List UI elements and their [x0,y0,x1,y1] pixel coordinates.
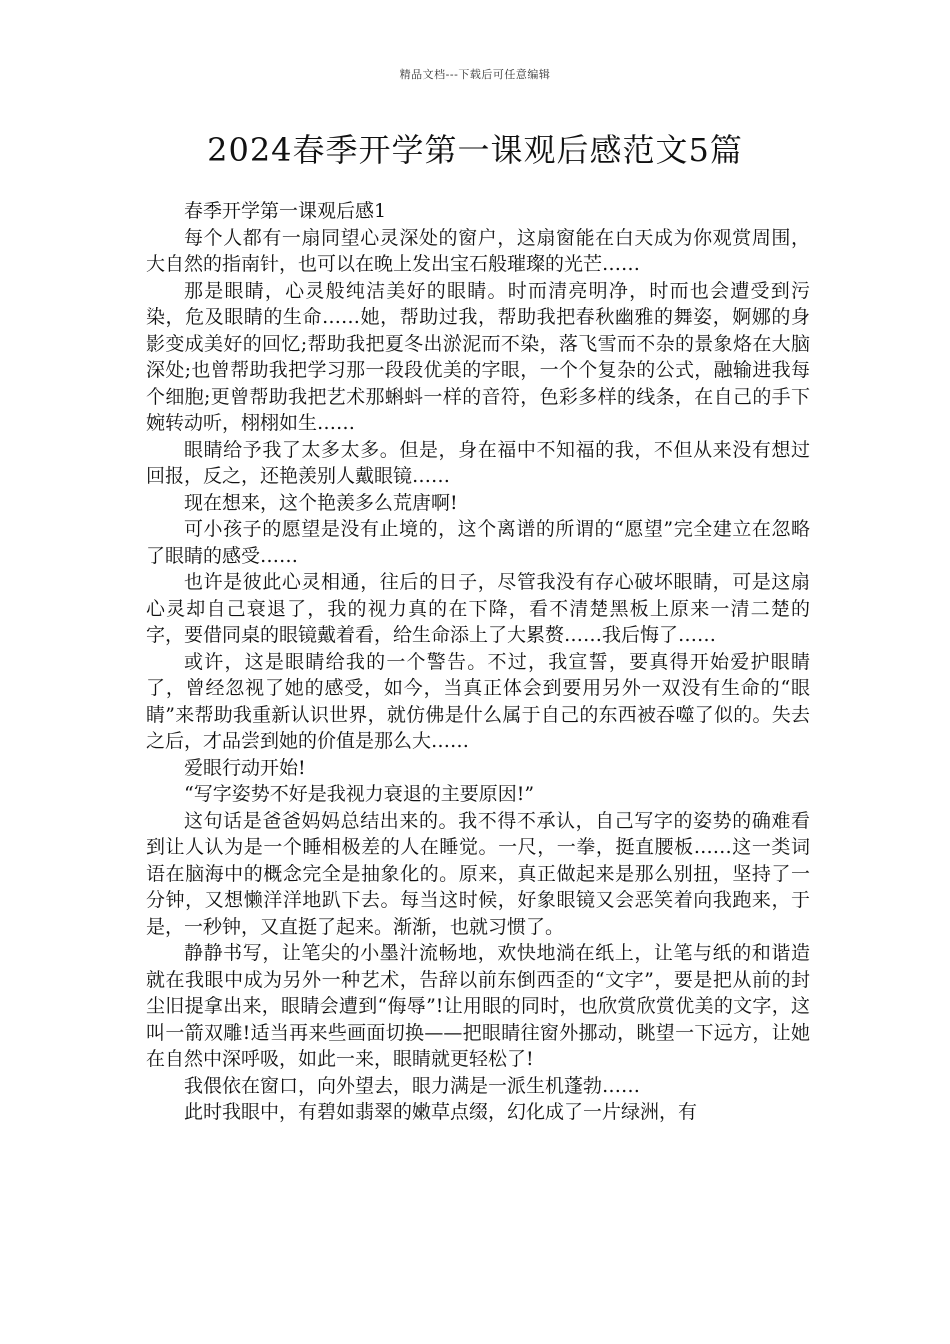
paragraph: 我偎依在窗口，向外望去，眼力满是一派生机蓬勃…… [184,1074,641,1097]
paragraph: 每个人都有一扇同望心灵深处的窗户，这扇窗能在白天成为你观赏周围，大自然的指南针，也可以在晚上发出宝石般璀璨的光芒…… [146,226,810,275]
paragraph: 爱眼行动开始! [184,756,306,779]
paragraph: 现在想来，这个艳羡多么荒唐啊! [184,491,458,514]
paragraph: “写字姿势不好是我视力衰退的主要原因!” [184,783,535,805]
paragraph: 眼睛给予我了太多太多。但是，身在福中不知福的我，不但从来没有想过回报，反之，还艳羡别人戴眼镜…… [146,438,810,487]
section-heading: 春季开学第一课观后感1 [184,200,387,222]
paragraph: 可小孩子的愿望是没有止境的，这个离谱的所谓的“愿望”完全建立在忽略了眼睛的感受…… [146,518,810,567]
paragraph: 也许是彼此心灵相通，往后的日子，尽管我没有存心破坏眼睛，可是这扇心灵却自己衰退了，我的视力真的在下降，看不清楚黑板上原来一清二楚的字，要借同桌的眼镜戴着看，给生命添上了大累赘……我后悔了…… [146,571,810,646]
paragraph: 那是眼睛，心灵般纯洁美好的眼睛。时而清亮明净，时而也会遭受到污染，危及眼睛的生命……她，帮助过我，帮助我把春秋幽雅的舞姿，婀娜的身影变成美好的回忆;帮助我把夏冬出淤泥而不染，落飞雪而不杂的景象烙在大脑深处;也曾帮助我把学习那一段段优美的字眼，一个个复杂的公式，融输进我每个细胞;更曾帮助我把艺术那蝌蚪一样的音符，色彩多样的线条，在自己的手下婉转动听，栩栩如生…… [146,279,810,434]
paragraph: 或许，这是眼睛给我的一个警告。不过，我宣誓，要真得开始爱护眼睛了，曾经忽视了她的感受，如今，当真正体会到要用另外一双没有生命的“眼睛”来帮助我重新认识世界，就仿佛是什么属于自己的东西被吞噬了似的。失去之后，才品尝到她的价值是那么大…… [146,650,810,752]
paragraph: 这句话是爸爸妈妈总结出来的。我不得不承认，自己写字的姿势的确难看到让人认为是一个睡相极差的人在睡觉。一尺，一拳，挺直腰板……这一类词语在脑海中的概念完全是抽象化的。原来，真正做起来是那么别扭，坚持了一分钟，又想懒洋洋地趴下去。每当这时候，好象眼镜又会恶笑着向我跑来，于是，一秒钟，又直挺了起来。渐渐，也就习惯了。 [146,809,810,938]
document-body [146,198,810,1126]
paragraph: 静静书写，让笔尖的小墨汁流畅地，欢快地淌在纸上，让笔与纸的和谐造就在我眼中成为另外一种艺术，告辞以前东倒西歪的“文字”，要是把从前的封尘旧提拿出来，眼睛会遭到“侮辱”!让用眼的同时，也欣赏欣赏优美的文字，这叫一箭双雕!适当再来些画面切换——把眼睛往窗外挪动，眺望一下远方，让她在自然中深呼吸，如此一来，眼睛就更轻松了! [146,942,810,1070]
header-note: 精品文档---下载后可任意编辑 [399,68,551,81]
paragraph: 此时我眼中，有碧如翡翠的嫩草点缀，幻化成了一片绿洲，有 [184,1101,698,1123]
document-title: 2024春季开学第一课观后感范文5篇 [207,131,743,169]
